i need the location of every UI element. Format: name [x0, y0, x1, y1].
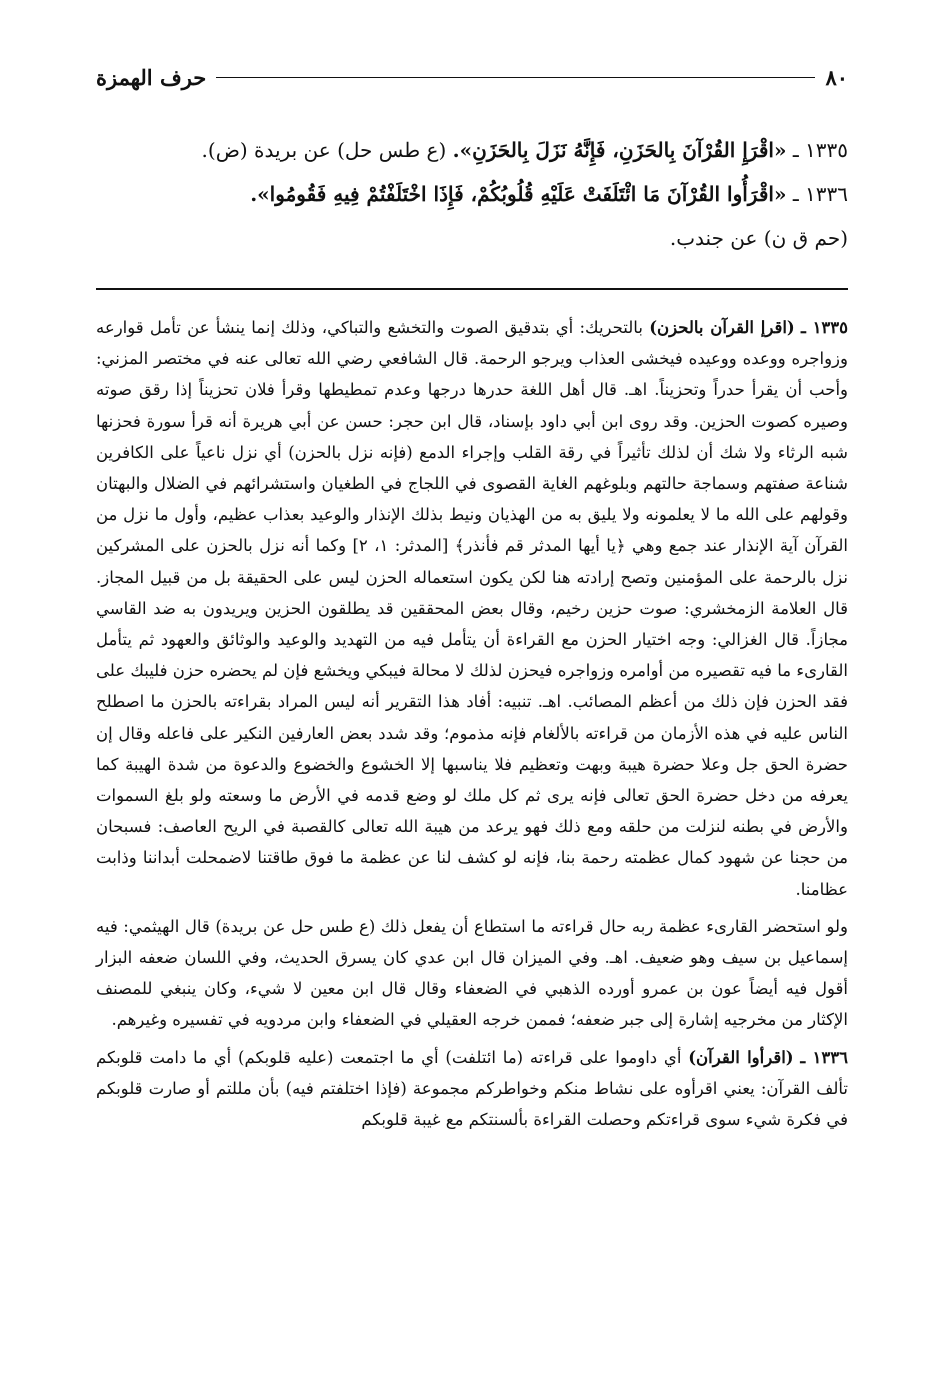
running-header [96, 62, 848, 92]
commentary-block [96, 312, 848, 1141]
hadith-source: (ع طس حل) عن بريدة (ض). [201, 138, 447, 162]
hadith-number: ١٣٣٥ ـ [792, 138, 848, 162]
hadith-1336-source-line [96, 216, 848, 260]
hadith-text: «اقْرَأُوا القُرْآنَ مَا ائْتَلَفَتْ عَلَيْهِ قُلُوبُكُمْ، فَإِذَا اخْتَلَفْتُمْ فِيهِ فَقُومُوا». [250, 182, 787, 206]
commentary-lemma: (اقرأوا القرآن) [688, 1047, 794, 1067]
hadith-text: «اقْرَإِ القُرْآنَ بِالحَزَنِ، فَإِنَّهُ نَزَلَ بِالحَزَنِ». [452, 138, 787, 162]
commentary-paragraph-1335 [96, 312, 848, 905]
commentary-paragraph-1336 [96, 1042, 848, 1136]
commentary-lemma: (اقرإ القرآن بالحزن) [649, 318, 795, 337]
section-title: حرف الهمزة [96, 64, 207, 90]
footnote-divider [96, 288, 848, 290]
commentary-text: بالتحريك: أي بتدقيق الصوت والتخشع والتباكي، وذلك إنما ينشأ عن تأمل قوارعه وزواجره ووعده ووعيده فيخشى العذاب ويرجو الرحمة. قال الشافعي رضي الله تعالى عنه في مختصر المزني: وأحب أن يقرأ حدراً وتحزيناً. اهـ. قال أهل اللغة حدرها درجها وعدم تمطيطها وقرأ فلان تحزيناً إذا رقق صوته وصيره كصوت الحزين. وقد روى ابن أبي داود بإسناد، قال ابن حجر: حسن عن أبي هريرة أنه قرأ سورة فحزنها شبه الرثاء ولا شك أن لذلك تأثيراً في رقة القلب وإجراء الدمع (فإنه نزل بالحزن) أي نزل ناعياً على الكافرين شناعة صفتهم وسماجة حالتهم وبلوغهم الغاية القصوى في اللجاج في الطغيان واستشرائهم في الضلال والبهتان وقولهم على الله ما لا يعلمونه ولا يليق به من الهذيان ونيط بذلك الإنذار والوعيد بعذاب عظيم، وأول ما نزل من القرآن آية الإنذار عند جمع وهي ﴿يا أيها المدثر قم فأنذر﴾ [المدثر: ١، ٢] وكما أنه نزل بالحزن على المشركين نزل بالرحمة على المؤمنين وتصح إرادته هنا لكن يكون استعماله الحزن ليس على الحقيقة بل من قبيل المجاز. قال العلامة الزمخشري: صوت حزين رخيم، وقال بعض المحققين قد يطلقون الحزين ويريدون به ضد القاسي مجازاً. قال الغزالي: وجه اختيار الحزن مع القراءة أن يتأمل فيه من التهديد والوعيد والوثائق والعهود ثم يتأمل القارىء ما فيه تقصيره من أوامره وزواجره فيحزن لذلك لا محالة فيبكي ويخشع فإن لم يحضره حزن فليبك على فقد الحزن فإن ذلك من أعظم المصائب. اهـ. تنبيه: أفاد هذا التقرير أنه ليس المراد بقراءته بالحزن ما اصطلح الناس عليه في هذه الأزمان من قراءته بالألغام فإنه مذموم؛ وقد شدد بعض العارفين النكير على فاعله وقال إن حضرة الحق جل وعلا حضرة هيبة وبهت وتعظيم فلا يناسبها إلا الخشوع والخضوع والدعوة من شدة الهيبة كما يعرفه من دخل حضرة الحق تعالى فإنه يرى ثم كل ملك لو وضع قدمه في الأرض ما وسعته ولو بلغ السموات والأرض في بطنه لنزلت من حلقه ومع ذلك فهو يرعد من هيبة الله تعالى كالقصبة في الريح العاصف: فسبحان من حجنا عن شهود كمال عظمته رحمة بنا، فإنه لو كشف لنا عن عظمة ما فوق طاقتنا لاضمحلت أبداننا وذابت عظامنا. [96, 318, 849, 899]
hadith-number: ١٣٣٦ ـ [792, 182, 848, 206]
hadith-block [96, 128, 848, 260]
commentary-number: ١٣٣٦ ـ [800, 1047, 848, 1067]
commentary-paragraph-1335-continued [96, 911, 848, 1036]
hadith-1336 [96, 172, 848, 216]
header-rule [216, 77, 815, 78]
commentary-number: ١٣٣٥ ـ [800, 318, 849, 337]
commentary-text: أي داوموا على قراءته (ما ائتلفت) أي ما اجتمعت (عليه قلوبكم) أي ما دامت قلوبكم تألف القرآن: يعني اقرأوه على نشاط منكم وخواطركم مجموعة (فإذا اختلفتم فيه) بأن مللتم أو صارت قلوبكم في فكرة شيء سوى قراءتكم وحصلت القراءة بألسنتكم مع غيبة قلوبكم [96, 1047, 848, 1130]
page-number: ٨٠ [825, 64, 848, 90]
hadith-1335 [96, 128, 848, 172]
commentary-text: ولو استحضر القارىء عظمة ربه حال قراءته ما استطاع أن يفعل ذلك (ع طس حل عن بريدة) قال الهيثمي: فيه إسماعيل بن سيف وهو ضعيف. اهـ. وفي الميزان قال ابن عدي كان يسرق الحديث، وفي اللسان ضعفه البزار أقول فيه أيضاً عون بن عمرو أورده الذهبي في الضعفاء وقال قال ابن معين لا شيء، وكان ينبغي للمصنف الإكثار من مخرجيه إشارة إلى جبر ضعفه؛ فممن خرجه العقيلي في الضعفاء وابن مردويه في تفسيره وغيرهم. [96, 916, 848, 1030]
hadith-source: (حم ق ن) عن جندب. [669, 226, 848, 250]
